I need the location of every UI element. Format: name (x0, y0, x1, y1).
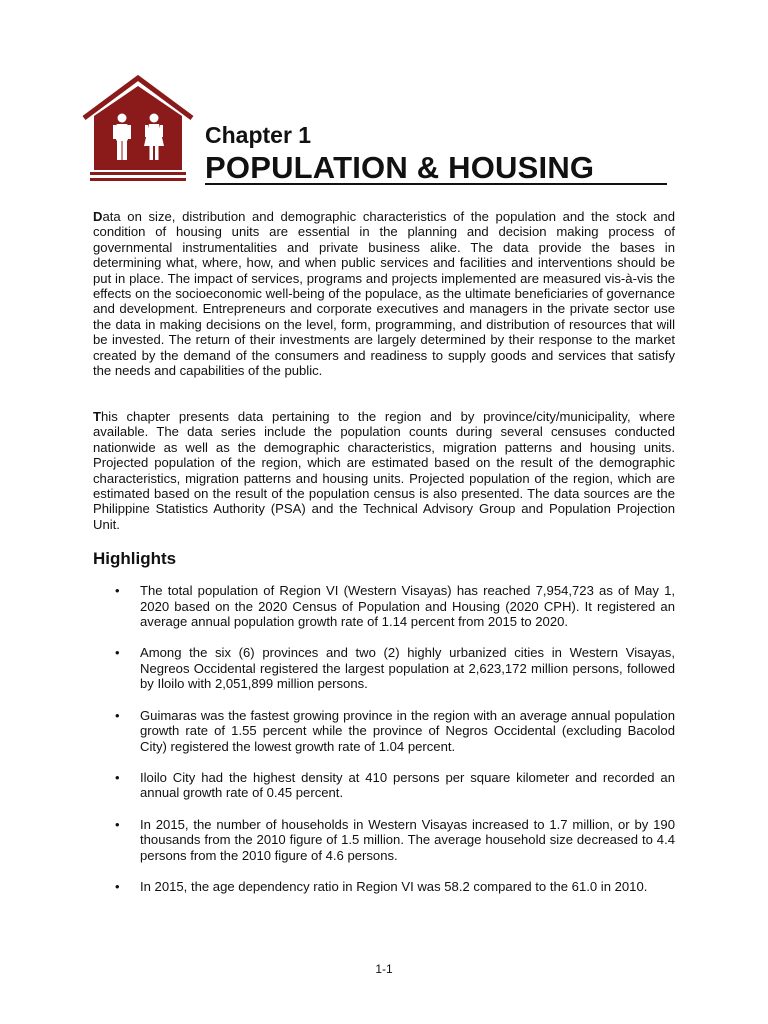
intro-paragraph-1: Data on size, distribution and demographic characteristics of the population and the stock and condition of housing units are essential in the planning and decision making process of governmental instrumentalities and private business alike. The data provide the bases in determining what, where, how, and when public services and facilities and interventions should be put in place. The impact of services, programs and projects implemented are measured vis-à-vis the effects on the socioeconomic well-being of the populace, as the ultimate beneficiaries of governance and development. Entrepreneurs and corporate executives and managers in the private sector use the data in making decisions on the level, form, programming, and distribution of resources that will be invested. The return of their investments are largely determined by their response to the market created by the demand of the consumers and readiness to supply goods and services that satisfy the needs and capabilities of the public. (93, 209, 675, 379)
title-underline (205, 183, 667, 185)
page-number: 1-1 (375, 962, 393, 976)
intro-paragraph-2: This chapter presents data pertaining to the region and by province/city/municipality, where available. The data series include the population counts during several censuses conducted nationwide as well as the demographic characteristics, migration patterns and housing units. Projected population of the region, which are estimated based on the result of the demographic characteristics, migration patterns and housing units. Projected population of the region, which are estimated based on the result of the population census is also presented. The data sources are the Philippine Statistics Authority (PSA) and the Technical Advisory Group and Population Projection Unit. (93, 409, 675, 532)
chapter-title: POPULATION & HOUSING (205, 150, 595, 185)
chapter-label: Chapter 1 (205, 122, 312, 148)
highlights-heading: Highlights (93, 549, 177, 568)
highlights-list (93, 583, 675, 910)
highlight-item (93, 879, 675, 895)
highlight-text: In 2015, the number of households in Western Visayas increased to 1.7 million, or by 190 thousands from the 2010 figure of 1.5 million. The average household size decreased to 4.4 persons from the 2010 figure of 4.6 persons. (140, 816, 675, 863)
bullet-icon: • (115, 707, 120, 723)
highlight-text: Among the six (6) provinces and two (2) highly urbanized cities in Western Visayas, Negreos Occidental registered the largest population at 2,623,172 million persons, followed by Iloilo with 2,051,899 million persons. (140, 645, 675, 692)
bullet-icon: • (115, 816, 120, 832)
highlight-item (93, 817, 675, 864)
bullet-icon: • (115, 583, 120, 598)
highlight-item (93, 770, 675, 801)
bullet-icon: • (115, 769, 120, 785)
bullet-icon: • (115, 645, 120, 661)
house-with-people-icon (82, 74, 194, 186)
highlight-item (93, 708, 675, 755)
highlight-text: Iloilo City had the highest density at 410 persons per square kilometer and recorded an annual growth rate of 0.45 percent. (140, 769, 675, 801)
highlight-text: In 2015, the age dependency ratio in Region VI was 58.2 compared to the 61.0 in 2010. (140, 878, 648, 894)
highlight-item (93, 583, 675, 630)
highlight-text: The total population of Region VI (Western Visayas) has reached 7,954,723 as of May 1, 2020 based on the 2020 Census of Population and Housing (2020 CPH). It registered an average annual population growth rate of 1.14 percent from 2015 to 2020. (140, 583, 675, 630)
highlight-item (93, 645, 675, 692)
bullet-icon: • (115, 878, 120, 894)
highlight-text: Guimaras was the fastest growing province in the region with an average annual population growth rate of 1.55 percent while the province of Negros Occidental (excluding Bacolod City) registered the lowest growth rate of 1.04 percent. (140, 707, 675, 754)
